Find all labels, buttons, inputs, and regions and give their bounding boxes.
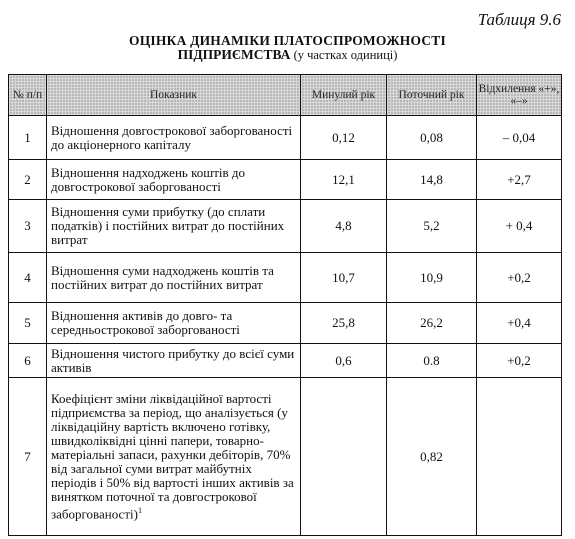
- row-number: 5: [9, 303, 47, 344]
- table-title: [0, 34, 575, 62]
- row-deviation: +0,2: [477, 344, 562, 378]
- row-curr-value: 0,82: [387, 378, 477, 536]
- table-label: Таблиця 9.6: [477, 10, 561, 29]
- table-row: [9, 200, 562, 253]
- row-curr-value: 26,2: [387, 303, 477, 344]
- row-deviation: + 0,4: [477, 200, 562, 253]
- table-row: [9, 344, 562, 378]
- row-indicator: [47, 378, 301, 536]
- row-indicator: Відношення активів до довго- та середньострокової заборгованості: [47, 303, 301, 344]
- row-prev-value: [301, 378, 387, 536]
- header-curr-year: Поточний рік: [387, 75, 477, 116]
- row-deviation: +0,2: [477, 253, 562, 303]
- header-row: [9, 75, 562, 116]
- title-line-2-rest: (у частках одиниці): [290, 48, 398, 62]
- row-curr-value: 0,08: [387, 116, 477, 160]
- header-deviation: Відхилення «+», «–»: [477, 75, 562, 116]
- row-curr-value: 5,2: [387, 200, 477, 253]
- row-number: 2: [9, 160, 47, 200]
- table-row: [9, 303, 562, 344]
- title-line-2-bold: ПІДПРИЄМСТВА: [177, 47, 291, 62]
- row-deviation: +2,7: [477, 160, 562, 200]
- row-indicator: Відношення чистого прибутку до всієї суми активів: [47, 344, 301, 378]
- row-curr-value: 14,8: [387, 160, 477, 200]
- row-number: 6: [9, 344, 47, 378]
- row-prev-value: 0,12: [301, 116, 387, 160]
- row-indicator: Відношення надходжень коштів до довгострокової заборгованості: [47, 160, 301, 200]
- solvency-table: [8, 74, 562, 536]
- row-number: 1: [9, 116, 47, 160]
- row-deviation: +0,4: [477, 303, 562, 344]
- footnote-mark: 1: [137, 505, 142, 515]
- row-indicator: Відношення довгострокової заборгованості до акціонерного капіталу: [47, 116, 301, 160]
- row-prev-value: 10,7: [301, 253, 387, 303]
- row-prev-value: 25,8: [301, 303, 387, 344]
- table-row: [9, 378, 562, 536]
- row-number: 3: [9, 200, 47, 253]
- table-row: [9, 253, 562, 303]
- row-prev-value: 4,8: [301, 200, 387, 253]
- header-prev-year: Минулий рік: [301, 75, 387, 116]
- title-line-1: ОЦІНКА ДИНАМІКИ ПЛАТОСПРОМОЖНОСТІ: [129, 33, 446, 48]
- table-row: [9, 160, 562, 200]
- row-indicator-text: Коефіцієнт зміни ліквідаційної вартості підприємства за період, що аналізується (у ліквідаційну вартість включено готівку, швидколіквідні цінні папери, товарно-матеріальні запаси, рахунки дебіторів, 70% від загальної суми витрат майбутніх періодів і 50% від вартості інших активів за винятком поточної та довгострокової заборгованості): [51, 390, 294, 522]
- row-prev-value: 0,6: [301, 344, 387, 378]
- row-indicator: Відношення суми надходжень коштів та постійних витрат до постійних витрат: [47, 253, 301, 303]
- row-indicator: Відношення суми прибутку (до сплати податків) і постійних витрат до постійних витрат: [47, 200, 301, 253]
- table-row: [9, 116, 562, 160]
- row-prev-value: 12,1: [301, 160, 387, 200]
- header-indicator: Показник: [47, 75, 301, 116]
- title-line-2: [0, 48, 575, 62]
- row-number: 4: [9, 253, 47, 303]
- row-number: 7: [9, 378, 47, 536]
- row-curr-value: 10,9: [387, 253, 477, 303]
- header-no: № п/п: [9, 75, 47, 116]
- row-deviation: – 0,04: [477, 116, 562, 160]
- row-curr-value: 0.8: [387, 344, 477, 378]
- row-deviation: [477, 378, 562, 536]
